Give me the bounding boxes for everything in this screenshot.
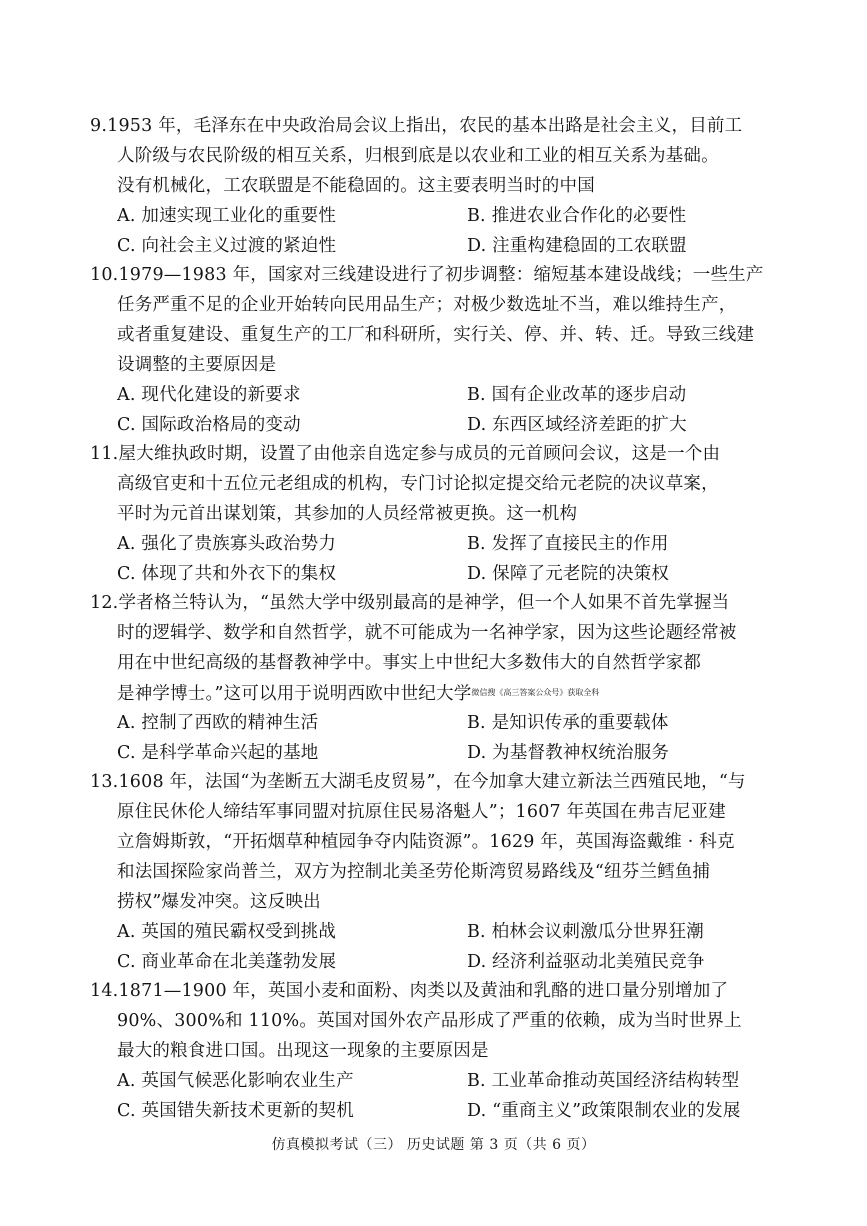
watermark-note: 微信搜《高三答案公众号》获取全科 (471, 688, 600, 697)
question-stem-line: 9.1953 年，毛泽东在中央政治局会议上指出，农民的基本出路是社会主义，目前工 (90, 116, 743, 136)
question-stem-line: 没有机械化，工农联盟是不能稳固的。这主要表明当时的中国 (117, 176, 595, 196)
option-b[interactable]: B. 国有企业改革的逐步启动 (467, 385, 687, 405)
question-stem-line: 立詹姆斯敦，“开拓烟草种植园争夺内陆资源”。1629 年，英国海盗戴维 · 科克 (117, 832, 735, 852)
question-stem-line: 高级官吏和十五位元老组成的机构，专门讨论拟定提交给元老院的决议草案， (117, 474, 719, 494)
option-b[interactable]: B. 工业革命推动英国经济结构转型 (467, 1071, 740, 1091)
option-d[interactable]: D. 东西区域经济差距的扩大 (467, 415, 687, 435)
question-stem-line: 或者重复建设、重复生产的工厂和科研所，实行关、停、并、转、迁。导致三线建 (117, 325, 755, 345)
question-stem-line: 10.1979—1983 年，国家对三线建设进行了初步调整：缩短基本建设战线；一些生产 (90, 265, 764, 285)
option-d[interactable]: D. “重商主义”政策限制农业的发展 (467, 1101, 741, 1121)
option-c[interactable]: C. 是科学革命兴起的基地 (117, 743, 319, 763)
option-b[interactable]: B. 是知识传承的重要载体 (467, 713, 669, 733)
option-a[interactable]: A. 现代化建设的新要求 (117, 385, 301, 405)
option-d[interactable]: D. 为基督教神权统治服务 (467, 743, 670, 763)
question-stem-line: 11.屋大维执政时期，设置了由他亲自选定参与成员的元首顾问会议，这是一个由 (90, 444, 721, 464)
option-b[interactable]: B. 推进农业合作化的必要性 (467, 206, 687, 226)
question-stem-line: 12.学者格兰特认为，“虽然大学中级别最高的是神学，但一个人如果不首先掌握当 (90, 593, 730, 613)
question-stem-line: 设调整的主要原因是 (117, 355, 277, 375)
option-a[interactable]: A. 控制了西欧的精神生活 (117, 713, 319, 733)
question-stem-line: 平时为元首出谋划策，其参加的人员经常被更换。这一机构 (117, 504, 578, 524)
question-number: 11. (90, 444, 119, 464)
option-b[interactable]: B. 柏林会议刺激瓜分世界狂潮 (467, 922, 704, 942)
option-b[interactable]: B. 发挥了直接民主的作用 (467, 534, 669, 554)
question-stem-line: 90%、300%和 110%。英国对国外农产品形成了严重的依赖，成为当时世界上 (117, 1011, 742, 1031)
page-footer: 仿真模拟考试（三） 历史试题 第 3 页（共 6 页） (271, 1137, 596, 1153)
option-d[interactable]: D. 经济利益驱动北美殖民竞争 (467, 952, 705, 972)
question-stem-line: 任务严重不足的企业开始转向民用品生产；对极少数选址不当，难以维持生产， (117, 295, 737, 315)
option-d[interactable]: D. 注重构建稳固的工农联盟 (467, 236, 687, 256)
question-number: 10. (90, 265, 119, 285)
option-c[interactable]: C. 国际政治格局的变动 (117, 415, 301, 435)
option-c[interactable]: C. 英国错失新技术更新的契机 (117, 1101, 354, 1121)
option-a[interactable]: A. 英国气候恶化影响农业生产 (117, 1071, 354, 1091)
question-stem-line: 13.1608 年，法国“为垄断五大湖毛皮贸易”，在今加拿大建立新法兰西殖民地，“与 (90, 772, 746, 792)
question-stem-line: 时的逻辑学、数学和自然哲学，就不可能成为一名神学家，因为这些论题经常被 (117, 623, 737, 643)
option-a[interactable]: A. 加速实现工业化的重要性 (117, 206, 337, 226)
question-number: 9. (90, 116, 108, 136)
option-a[interactable]: A. 英国的殖民霸权受到挑战 (117, 922, 337, 942)
question-number: 14. (90, 981, 119, 1001)
question-number: 12. (90, 593, 119, 613)
question-stem-line: 原住民休伦人缔结军事同盟对抗原住民易洛魁人”；1607 年英国在弗吉尼亚建 (117, 802, 726, 822)
question-number: 13. (90, 772, 119, 792)
option-c[interactable]: C. 向社会主义过渡的紧迫性 (117, 236, 337, 256)
question-stem-line: 捞权”爆发冲突。这反映出 (117, 892, 321, 912)
option-c[interactable]: C. 商业革命在北美蓬勃发展 (117, 952, 337, 972)
question-stem-line: 和法国探险家尚普兰，双方为控制北美圣劳伦斯湾贸易路线及“纽芬兰鳕鱼捕 (117, 862, 711, 882)
question-stem-line: 14.1871—1900 年，英国小麦和面粉、肉类以及黄油和乳酪的进口量分别增加了 (90, 981, 729, 1001)
option-d[interactable]: D. 保障了元老院的决策权 (467, 564, 670, 584)
option-a[interactable]: A. 强化了贵族寡头政治势力 (117, 534, 337, 554)
question-stem-line: 用在中世纪高级的基督教神学中。事实上中世纪大多数伟大的自然哲学家都 (117, 653, 702, 673)
question-stem-line: 是神学博士。”这可以用于说明西欧中世纪大学$^{微信搜《高三答案公众号》获取全科}$ (117, 684, 600, 704)
question-stem-line: 人阶级与农民阶级的相互关系，归根到底是以农业和工业的相互关系为基础。 (117, 146, 719, 166)
option-c[interactable]: C. 体现了共和外衣下的集权 (117, 564, 337, 584)
question-stem-line: 最大的粮食进口国。出现这一现象的主要原因是 (117, 1041, 489, 1061)
